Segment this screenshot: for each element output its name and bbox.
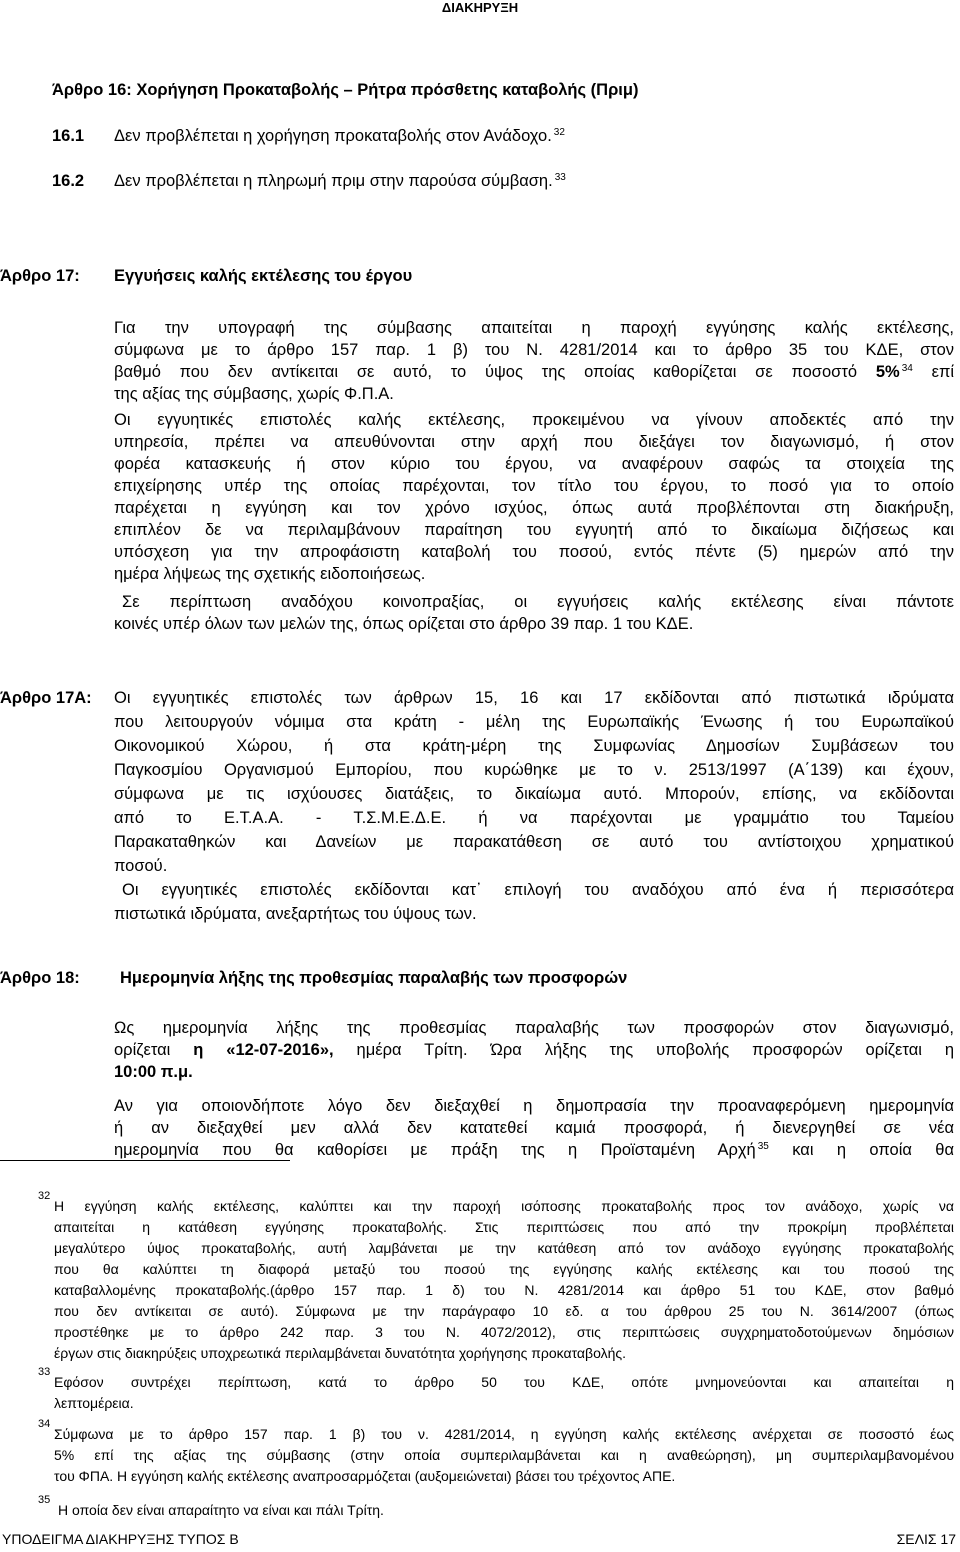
footnote-32-line: έργων στις διακηρύξεις υποχρεωτικά περιλαμβάνεται δυνατότητα χορήγησης προκαταβολής. <box>54 1345 627 1361</box>
footnote-ref-32: 32 <box>553 127 565 138</box>
article-17-para2-line: υπηρεσία, πρέπει να απευθύνονται στην αρχή που διεξάγει τον διαγωνισμό, ή στον <box>114 433 954 451</box>
article-17a-line: Παρακαταθηκών και Δανείων με παρακατάθεση σε αυτό του αντίστοιχου χρηματικού <box>114 833 954 851</box>
footnote-ref-35: 35 <box>757 1141 769 1152</box>
footnote-separator <box>0 1160 290 1161</box>
footer-page-number: ΣΕΛΙΣ 17 <box>896 1531 956 1547</box>
footnote-32-line: καταβαλλομένης προκαταβολής.(άρθρο 157 παρ. 1 δ) του Ν. 4281/2014 και άρθρο 51 του ΚΔΕ, στον βαθμό <box>54 1282 954 1298</box>
article-17a-line: σύμφωνα με τις ισχύουσες διατάξεις, το δικαίωμα αυτό. Μπορούν, επίσης, να εκδίδονται <box>114 785 954 803</box>
article-16-title: Άρθρο 16: Χορήγηση Προκαταβολής – Ρήτρα πρόσθετης καταβολής (Πριμ) <box>52 81 639 99</box>
article-17-para2-line: επιχείρησης υπέρ της οποίας παρέχονται, τον τίτλο του έργου, το ποσό για το οποίο <box>114 477 954 495</box>
article-17-para2-line: υπόσχεση για την απροφάσιστη καταβολή του ποσού, εντός πέντε (5) ημερών από την <box>114 543 954 561</box>
article-17a-para2-line: Οι εγγυητικές επιστολές εκδίδονται κατ᾽ επιλογή του αναδόχου από ένα ή περισσότερα <box>122 881 954 899</box>
article-17a-label: Άρθρο 17Α: <box>0 689 92 707</box>
article-18-para1-line: Ως ημερομηνία λήξης της προθεσμίας παραλαβής των προσφορών στον διαγωνισμό, <box>114 1019 954 1037</box>
footnote-32-line: απαιτείται η κατάθεση εγγύησης προκαταβολής. Στις περιπτώσεις που από την προκρίμη προβλέπεται <box>54 1219 954 1235</box>
footnote-32-line: Η εγγύηση καλής εκτέλεσης, καλύπτει και την παροχή ισόποσης προκαταβολής προς τον ανάδοχο, χωρίς να <box>54 1198 954 1214</box>
footnote-34-number: 34 <box>38 1418 51 1430</box>
article-17a-line: ποσού. <box>114 857 168 875</box>
article-17-para2-line: ημέρα λήψεως της σχετικής ειδοποιήσεως. <box>114 565 426 583</box>
clause-16-2-number: 16.2 <box>52 172 85 190</box>
footnote-32-line: μεγαλύτερο ύψος προκαταβολής, αυτή λαμβάνεται με την κατάθεση από τον ανάδοχο εγγύησης προκαταβολής <box>54 1240 954 1256</box>
footer-document-type: ΥΠΟΔΕΙΓΜΑ ΔΙΑΚΗΡΥΞΗΣ ΤΥΠΟΣ Β <box>2 1531 239 1547</box>
clause-16-1-number: 16.1 <box>52 127 85 145</box>
article-17-para1-line: Για την υπογραφή της σύμβασης απαιτείται η παροχή εγγύησης καλής εκτέλεσης, <box>114 319 954 337</box>
article-17-para1-line: της αξίας της σύμβασης, χωρίς Φ.Π.Α. <box>114 385 394 403</box>
footnote-35-number: 35 <box>38 1494 51 1506</box>
article-17-label: Άρθρο 17: <box>0 267 80 285</box>
article-17-para2-line: Οι εγγυητικές επιστολές καλής εκτέλεσης, προκειμένου να γίνουν αποδεκτές από την <box>114 411 954 429</box>
article-18-title: Ημερομηνία λήξης της προθεσμίας παραλαβής των προσφορών <box>120 969 628 987</box>
footnote-34-line: 5% επί της αξίας της σύμβασης (στην οποία συμπεριλαμβάνεται και η αναθεώρηση), μη συμπεριλαμβανομένου <box>54 1447 954 1463</box>
article-17a-line: από το Ε.Τ.Α.Α. - Τ.Σ.Μ.Ε.Δ.Ε. ή να παρέχονται με γραμμάτιο του Ταμείου <box>114 809 954 827</box>
footnote-32-line: που δεν αντίκειται σε αυτό). Σύμφωνα με την παράγραφο 10 εδ. α του άρθρου 25 του Ν. 3614/2007 (όπως <box>54 1303 954 1319</box>
footnote-35-line: Η οποία δεν είναι απαραίτητο να είναι και πάλι Τρίτη. <box>58 1502 384 1518</box>
article-17a-para2-line: πιστωτικά ιδρύματα, ανεξαρτήτως του ύψους των. <box>114 905 477 923</box>
footnote-34-line: Σύμφωνα με το άρθρο 157 παρ. 1 β) του ν. 4281/2014, η εγγύηση καλής εκτέλεσης ανέρχεται σε ποσοστό έως <box>54 1426 954 1442</box>
footnote-ref-34: 34 <box>901 363 913 374</box>
footnote-33-line: λεπτομέρεια. <box>54 1395 134 1411</box>
article-18-para2-line: ή αν διεξαχθεί μεν αλλά δεν κατατεθεί καμιά προσφορά, ή διενεργηθεί σε νέα <box>114 1119 954 1137</box>
footnote-34-line: του ΦΠΑ. Η εγγύηση καλής εκτέλεσης αναπροσαρμόζεται (αυξομειώνεται) βάσει του τρέχοντος ΑΠΕ. <box>54 1468 676 1484</box>
article-17a-line: Παγκοσμίου Οργανισμού Εμπορίου, που κυρώθηκε με το ν. 2513/1997 (Α΄139) και έχουν, <box>114 761 954 779</box>
article-18-time: 10:00 π.μ. <box>114 1063 193 1081</box>
article-17-para1-line: σύμφωνα με το άρθρο 157 παρ. 1 β) του Ν. 4281/2014 και το άρθρο 35 του ΚΔΕ, στον <box>114 341 954 359</box>
footnote-32-line: που θα καλύπτει τη διαφορά μεταξύ του ποσού της εγγύησης καλής εκτέλεσης και του ποσού της <box>54 1261 954 1277</box>
footnote-33-number: 33 <box>38 1366 51 1378</box>
article-17-para2-line: επιπλέον δε να περιλαμβάνουν παραίτηση του εγγυητή από το δικαίωμα διζήσεως και <box>114 521 954 539</box>
article-18-para2-line: ημερομηνία που θα καθορίσει με πράξη της η Προϊσταμένη Αρχή $^{35}$ και η οποία θα <box>114 1141 954 1159</box>
footnote-33-line: Εφόσον συντρέχει περίπτωση, κατά το άρθρο 50 του ΚΔΕ, οπότε μνημονεύονται και απαιτείται η <box>54 1374 954 1390</box>
article-18-label: Άρθρο 18: <box>0 969 80 987</box>
article-17-para2-line: παρέχεται η εγγύηση και τον χρόνο ισχύος, όπως αυτά προβλέπονται στη διακήρυξη, <box>114 499 954 517</box>
article-18-para2-line: Αν για οποιονδήποτε λόγο δεν διεξαχθεί η δημοπρασία την προαναφερόμενη ημερομηνία <box>114 1097 954 1115</box>
article-17-para3-line: κοινές υπέρ όλων των μελών της, όπως ορίζεται στο άρθρο 39 παρ. 1 του ΚΔΕ. <box>114 615 694 633</box>
article-17-para3-line: Σε περίπτωση αναδόχου κοινοπραξίας, οι εγγυήσεις καλής εκτέλεσης είναι πάντοτε <box>122 593 954 611</box>
article-17a-line: που λειτουργούν νόμιμα στα κράτη - μέλη της Ευρωπαϊκής Ένωσης ή του Ευρωπαϊκού <box>114 713 954 731</box>
article-18-para1-line: ορίζεται η «12-07-2016», ημέρα Τρίτη. Ώρα λήξης της υποβολής προσφορών ορίζεται η <box>114 1041 954 1059</box>
footnote-ref-33: 33 <box>554 172 566 183</box>
clause-16-2-text: Δεν προβλέπεται η πληρωμή πριμ στην παρούσα σύμβαση. $^{33}$ <box>114 172 566 190</box>
article-17-para2-line: φορέα κατασκευής ή στον κύριο του έργου, να αναφέρουν σαφώς τα στοιχεία της <box>114 455 954 473</box>
article-17-para1-line: βαθμό που δεν αντίκειται σε αυτό, το ύψος της οποίας καθορίζεται σε ποσοστό 5% $^{34}$ επί <box>114 363 954 381</box>
article-17-title: Εγγυήσεις καλής εκτέλεσης του έργου <box>114 267 413 285</box>
clause-16-1-text: Δεν προβλέπεται η χορήγηση προκαταβολής στον Ανάδοχο. $^{32}$ <box>114 127 565 145</box>
footnote-32-number: 32 <box>38 1190 51 1202</box>
document-header: ΔΙΑΚΗΡΥΞΗ <box>441 0 519 15</box>
article-17a-line: Οικονομικού Χώρου, ή στα κράτη-μέρη της Συμφωνίας Δημοσίων Συμβάσεων του <box>114 737 954 755</box>
article-17a-line: Οι εγγυητικές επιστολές των άρθρων 15, 16 και 17 εκδίδονται από πιστωτικά ιδρύματα <box>114 689 954 707</box>
footnote-32-line: προστέθηκε με το άρθρο 242 παρ. 3 του Ν. 4072/2012), στις περιπτώσεις συγχρηματοδοτούμενων δημόσιων <box>54 1324 954 1340</box>
